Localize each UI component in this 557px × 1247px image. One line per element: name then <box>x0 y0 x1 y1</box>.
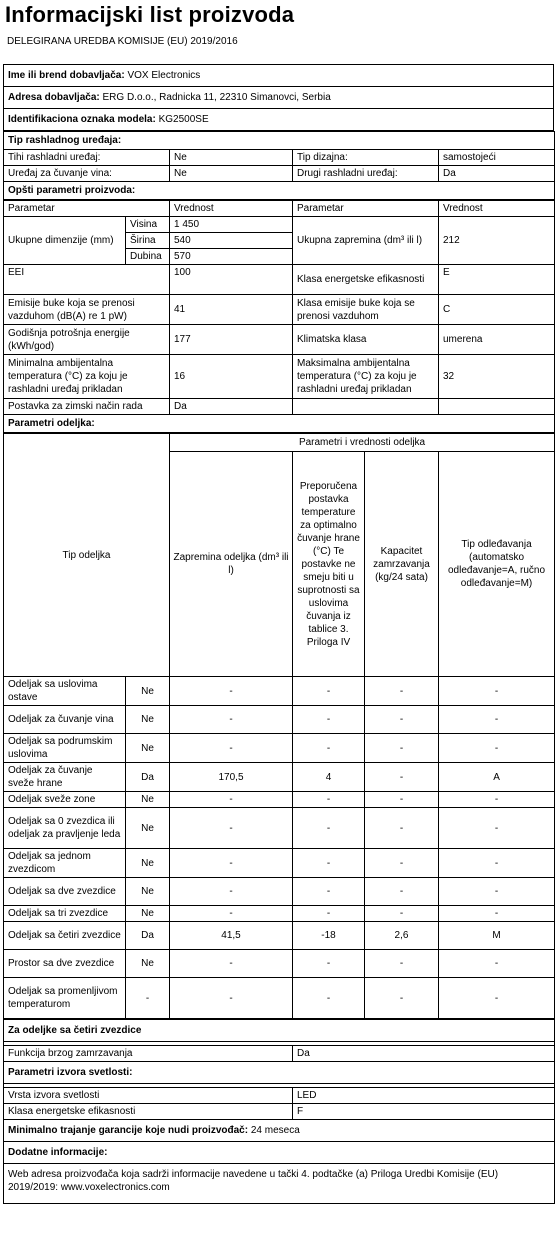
compartment-freeze-capacity: - <box>365 792 439 808</box>
compartment-defrost: - <box>439 906 555 922</box>
compartment-name: Odeljak sa promenljivom temperaturom <box>4 978 126 1019</box>
compartment-volume: - <box>170 706 293 734</box>
compartment-volume: - <box>170 792 293 808</box>
table-cell: Tihi rashladni uređaj: <box>4 150 170 166</box>
additional-info-text: Web adresa proizvođača koja sadrži informacije navedene u tački 4. podtačke (a) Priloga Uredbi Komisije (EU) 2019/2019: www.voxelectronics.com <box>4 1164 555 1204</box>
table-cell <box>439 399 555 415</box>
compartment-present: Ne <box>126 792 170 808</box>
compartment-freeze-capacity: - <box>365 763 439 792</box>
compartment-defrost: - <box>439 978 555 1019</box>
compartment-defrost: - <box>439 950 555 978</box>
compartment-params-header: Parametri i vrednosti odeljka <box>170 434 555 452</box>
compartment-name: Prostor sa dve zvezdice <box>4 950 126 978</box>
winter-mode-label: Postavka za zimski način rada <box>4 399 170 415</box>
page-subtitle: DELEGIRANA UREDBA KOMISIJE (EU) 2019/2016 <box>7 36 238 47</box>
compartment-name: Odeljak sveže zone <box>4 792 126 808</box>
table-cell: umerena <box>439 325 555 355</box>
guarantee-row <box>4 1120 555 1142</box>
page-title: Informacijski list proizvoda <box>5 2 295 27</box>
compartment-temperature: - <box>293 808 365 849</box>
compartment-temperature: - <box>293 978 365 1019</box>
light-class-label: Klasa energetske efikasnosti <box>4 1104 293 1120</box>
compartment-present: Ne <box>126 906 170 922</box>
compartment-volume: - <box>170 978 293 1019</box>
column-header: Parametar <box>4 201 170 217</box>
compartment-present: - <box>126 978 170 1019</box>
compartments-table <box>3 433 555 1019</box>
fast-freeze-value: Da <box>293 1046 555 1062</box>
compartment-temperature: - <box>293 878 365 906</box>
light-type-label: Vrsta izvora svetlosti <box>4 1088 293 1104</box>
compartments-heading: Parametri odeljka: <box>4 415 555 433</box>
compartment-present: Ne <box>126 849 170 878</box>
guarantee-value: 24 meseca <box>250 1125 300 1136</box>
compartment-name: Odeljak sa tri zvezdice <box>4 906 126 922</box>
supplier-address-label: Adresa dobavljača: <box>8 92 100 103</box>
table-cell: Uređaj za čuvanje vina: <box>4 166 170 182</box>
compartment-volume: - <box>170 950 293 978</box>
dimensions-label: Ukupne dimenzije (mm) <box>4 217 126 265</box>
table-cell: Da <box>439 166 555 182</box>
compartment-present: Ne <box>126 808 170 849</box>
table-cell: Klimatska klasa <box>293 325 439 355</box>
table-cell: Emisije buke koja se prenosi vazduhom (dB(A) re 1 pW) <box>4 295 170 325</box>
table-cell: 16 <box>170 355 293 399</box>
compartment-freeze-capacity: - <box>365 808 439 849</box>
table-cell: 41 <box>170 295 293 325</box>
supplier-address-value: ERG D.o.o., Radnicka 11, 22310 Simanovci, Serbia <box>102 92 331 103</box>
compartment-present: Da <box>126 922 170 950</box>
table-cell: Klasa energetske efikasnosti <box>293 265 439 295</box>
compartment-freeze-capacity: - <box>365 906 439 922</box>
table-cell: Tip dizajna: <box>293 150 439 166</box>
light-type-value: LED <box>293 1088 555 1104</box>
fast-freeze-label: Funkcija brzog zamrzavanja <box>4 1046 293 1062</box>
compartment-freeze-capacity: - <box>365 734 439 763</box>
compartment-defrost: - <box>439 677 555 706</box>
compartment-name: Odeljak sa 0 zvezdica ili odeljak za pravljenje leda <box>4 808 126 849</box>
volume-header: Zapremina odeljka (dm³ ili l) <box>170 452 293 677</box>
compartment-temperature: - <box>293 706 365 734</box>
model-id-label: Identifikaciona oznaka modela: <box>8 114 156 125</box>
height-value: 1 450 <box>170 217 293 233</box>
table-cell: Godišnja potrošnja energije (kWh/god) <box>4 325 170 355</box>
table-cell: E <box>439 265 555 295</box>
compartment-name: Odeljak sa podrumskim uslovima <box>4 734 126 763</box>
compartment-name: Odeljak sa jednom zvezdicom <box>4 849 126 878</box>
compartment-defrost: - <box>439 792 555 808</box>
compartment-volume: 170,5 <box>170 763 293 792</box>
compartment-name: Odeljak za čuvanje vina <box>4 706 126 734</box>
compartment-temperature: - <box>293 734 365 763</box>
winter-mode-value: Da <box>170 399 293 415</box>
compartment-present: Ne <box>126 878 170 906</box>
compartment-temperature: 4 <box>293 763 365 792</box>
volume-value: 212 <box>439 217 555 265</box>
footer-table <box>3 1019 555 1204</box>
compartment-freeze-capacity: - <box>365 849 439 878</box>
table-cell: 177 <box>170 325 293 355</box>
compartment-present: Da <box>126 763 170 792</box>
guarantee-label: Minimalno trajanje garancije koje nudi proizvođač: <box>8 1125 249 1136</box>
compartment-volume: - <box>170 734 293 763</box>
table-cell: 32 <box>439 355 555 399</box>
compartment-freeze-capacity: 2,6 <box>365 922 439 950</box>
compartment-volume: - <box>170 849 293 878</box>
compartment-defrost: - <box>439 706 555 734</box>
compartment-freeze-capacity: - <box>365 677 439 706</box>
defrost-type-header: Tip odleđavanja (automatsko odleđavanje=A, ručno odleđavanje=M) <box>439 452 555 677</box>
compartment-freeze-capacity: - <box>365 706 439 734</box>
compartment-defrost: A <box>439 763 555 792</box>
column-header: Vrednost <box>170 201 293 217</box>
compartment-present: Ne <box>126 734 170 763</box>
supplier-name-value: VOX Electronics <box>127 70 201 81</box>
compartment-name: Odeljak sa uslovima ostave <box>4 677 126 706</box>
compartment-temperature: -18 <box>293 922 365 950</box>
compartment-defrost: - <box>439 849 555 878</box>
compartment-volume: 41,5 <box>170 922 293 950</box>
supplier-table <box>3 64 554 131</box>
general-params-heading: Opšti parametri proizvoda: <box>4 182 555 200</box>
general-params-table <box>3 200 555 433</box>
compartment-present: Ne <box>126 950 170 978</box>
compartment-defrost: - <box>439 878 555 906</box>
model-id-row <box>4 109 554 131</box>
compartment-temperature: - <box>293 950 365 978</box>
width-label: Širina <box>126 233 170 249</box>
compartment-name: Odeljak sa dve zvezdice <box>4 878 126 906</box>
supplier-name-row <box>4 65 554 87</box>
light-source-heading: Parametri izvora svetlosti: <box>4 1062 555 1084</box>
compartment-name: Odeljak za čuvanje sveže hrane <box>4 763 126 792</box>
compartment-temperature: - <box>293 906 365 922</box>
compartment-name: Odeljak sa četiri zvezdice <box>4 922 126 950</box>
column-header: Vrednost <box>439 201 555 217</box>
compartment-freeze-capacity: - <box>365 878 439 906</box>
table-cell: Drugi rashladni uređaj: <box>293 166 439 182</box>
supplier-address-row <box>4 87 554 109</box>
table-cell: Klasa emisije buke koja se prenosi vazduhom <box>293 295 439 325</box>
four-star-heading: Za odeljke sa četiri zvezdice <box>4 1020 555 1042</box>
compartment-volume: - <box>170 677 293 706</box>
table-cell: C <box>439 295 555 325</box>
table-cell: Ne <box>170 166 293 182</box>
compartment-present: Ne <box>126 677 170 706</box>
depth-label: Dubina <box>126 249 170 265</box>
compartment-volume: - <box>170 808 293 849</box>
volume-label: Ukupna zapremina (dm³ ili l) <box>293 217 439 265</box>
height-label: Visina <box>126 217 170 233</box>
table-cell <box>293 399 439 415</box>
compartment-defrost: - <box>439 734 555 763</box>
compartment-temperature: - <box>293 677 365 706</box>
supplier-name-label: Ime ili brend dobavljača: <box>8 70 125 81</box>
compartment-volume: - <box>170 906 293 922</box>
light-class-value: F <box>293 1104 555 1120</box>
width-value: 540 <box>170 233 293 249</box>
column-header: Parametar <box>293 201 439 217</box>
compartment-freeze-capacity: - <box>365 950 439 978</box>
temperature-header: Preporučena postavka temperature za optimalno čuvanje hrane (°C) Te postavke ne smeju biti u suprotnosti sa uslovima čuvanja iz tablice 3. Priloga IV <box>293 452 365 677</box>
model-id-value: KG2500SE <box>158 114 209 125</box>
appliance-type-heading: Tip rashladnog uređaja: <box>4 132 555 150</box>
table-cell: Ne <box>170 150 293 166</box>
compartment-defrost: M <box>439 922 555 950</box>
depth-value: 570 <box>170 249 293 265</box>
freeze-capacity-header: Kapacitet zamrzavanja (kg/24 sata) <box>365 452 439 677</box>
table-cell: EEI <box>4 265 170 295</box>
compartment-temperature: - <box>293 849 365 878</box>
compartment-type-header: Tip odeljka <box>4 434 170 677</box>
appliance-type-table <box>3 131 555 200</box>
product-sheet <box>3 64 554 1204</box>
compartment-temperature: - <box>293 792 365 808</box>
compartment-volume: - <box>170 878 293 906</box>
compartment-defrost: - <box>439 808 555 849</box>
additional-info-heading: Dodatne informacije: <box>4 1142 555 1164</box>
table-cell: 100 <box>170 265 293 295</box>
compartment-present: Ne <box>126 706 170 734</box>
table-cell: Maksimalna ambijentalna temperatura (°C) za koju je rashladni uređaj prikladan <box>293 355 439 399</box>
table-cell: Minimalna ambijentalna temperatura (°C) za koju je rashladni uređaj prikladan <box>4 355 170 399</box>
table-cell: samostojeći <box>439 150 555 166</box>
compartment-freeze-capacity: - <box>365 978 439 1019</box>
